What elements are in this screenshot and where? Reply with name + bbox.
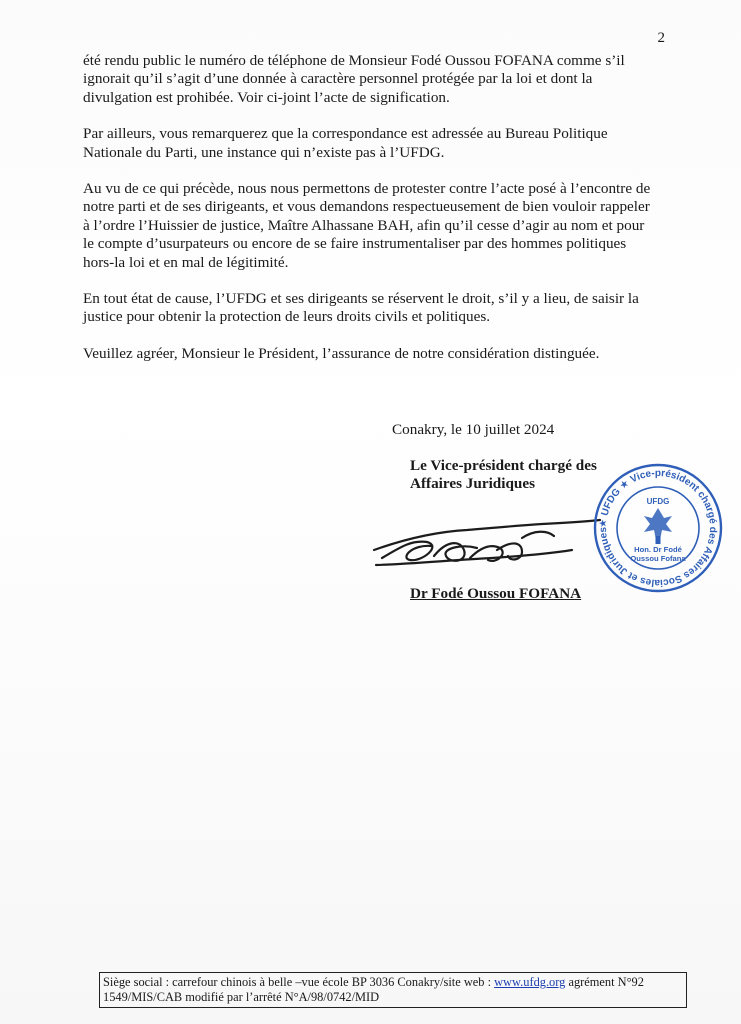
paragraph-rights-reserved: En tout état de cause, l’UFDG et ses dirigeants se réservent le droit, s’il y a lieu, de saisir la justice pour obtenir la protection de leurs droits civils et politiques. <box>83 290 639 326</box>
stamp-name-line1: Hon. Dr Fodé <box>634 545 682 554</box>
page-number: 2 <box>657 30 665 46</box>
footer-line1 <box>103 975 683 990</box>
stamp-ring-text: ★ UFDG ★ Vice-président chargé des Affaires Sociales et Juridiques <box>597 467 719 589</box>
letterhead-footer <box>99 972 687 1008</box>
website-link[interactable]: www.ufdg.org <box>494 975 566 989</box>
signatory-title-line2: Affaires Juridiques <box>410 475 536 492</box>
paragraph-salutation: Veuillez agréer, Monsieur le Président, l’assurance de notre considération distinguée. <box>83 344 600 362</box>
paragraph-bureau-politique: Par ailleurs, vous remarquerez que la correspondance est adressée au Bureau Politique Nationale du Parti, une instance qui n’existe pas à l’UFDG. <box>83 125 608 161</box>
signatory-title-line1: Le Vice-président chargé des <box>410 457 597 474</box>
stamp-org: UFDG <box>646 497 670 506</box>
footer-line2: 1549/MIS/CAB modifié par l’arrêté N°A/98/0742/MID <box>103 990 380 1004</box>
ufdg-stamp <box>592 462 724 594</box>
stamp-tree-icon <box>644 508 672 544</box>
stamp-name-line2: Oussou Fofana <box>630 554 686 563</box>
letter-body <box>83 52 658 381</box>
signatory-name: Dr Fodé Oussou FOFANA <box>410 585 582 602</box>
paragraph-phone-disclosure: été rendu public le numéro de téléphone de Monsieur Fodé Oussou FOFANA comme s’il ignorait qu’il s’agit d’une donnée à caractère personnel protégée par la loi et dont la divulgation est prohibée. Voir ci-joint l’acte de signification. <box>83 52 625 106</box>
footer-address: Siège social : carrefour chinois à belle –vue école BP 3036 Conakry/site web : <box>103 975 495 989</box>
handwritten-signature <box>372 510 602 585</box>
place-date: Conakry, le 10 juillet 2024 <box>392 421 555 438</box>
paragraph-protest: Au vu de ce qui précède, nous nous permettons de protester contre l’acte posé à l’encontre de notre parti et de ses dirigeants, et vous demandons respectueusement de bien vouloir rappeler à l’ordre l’Huissier de justice, Maître Alhassane BAH, afin qu’il cesse d’agir au nom et pour le compte d’usurpateurs ou encore de se faire instrumentaliser par des hommes politiques hors-la loi et en mal de légitimité. <box>83 180 651 271</box>
footer-agrement: agrément N°92 <box>565 975 644 989</box>
